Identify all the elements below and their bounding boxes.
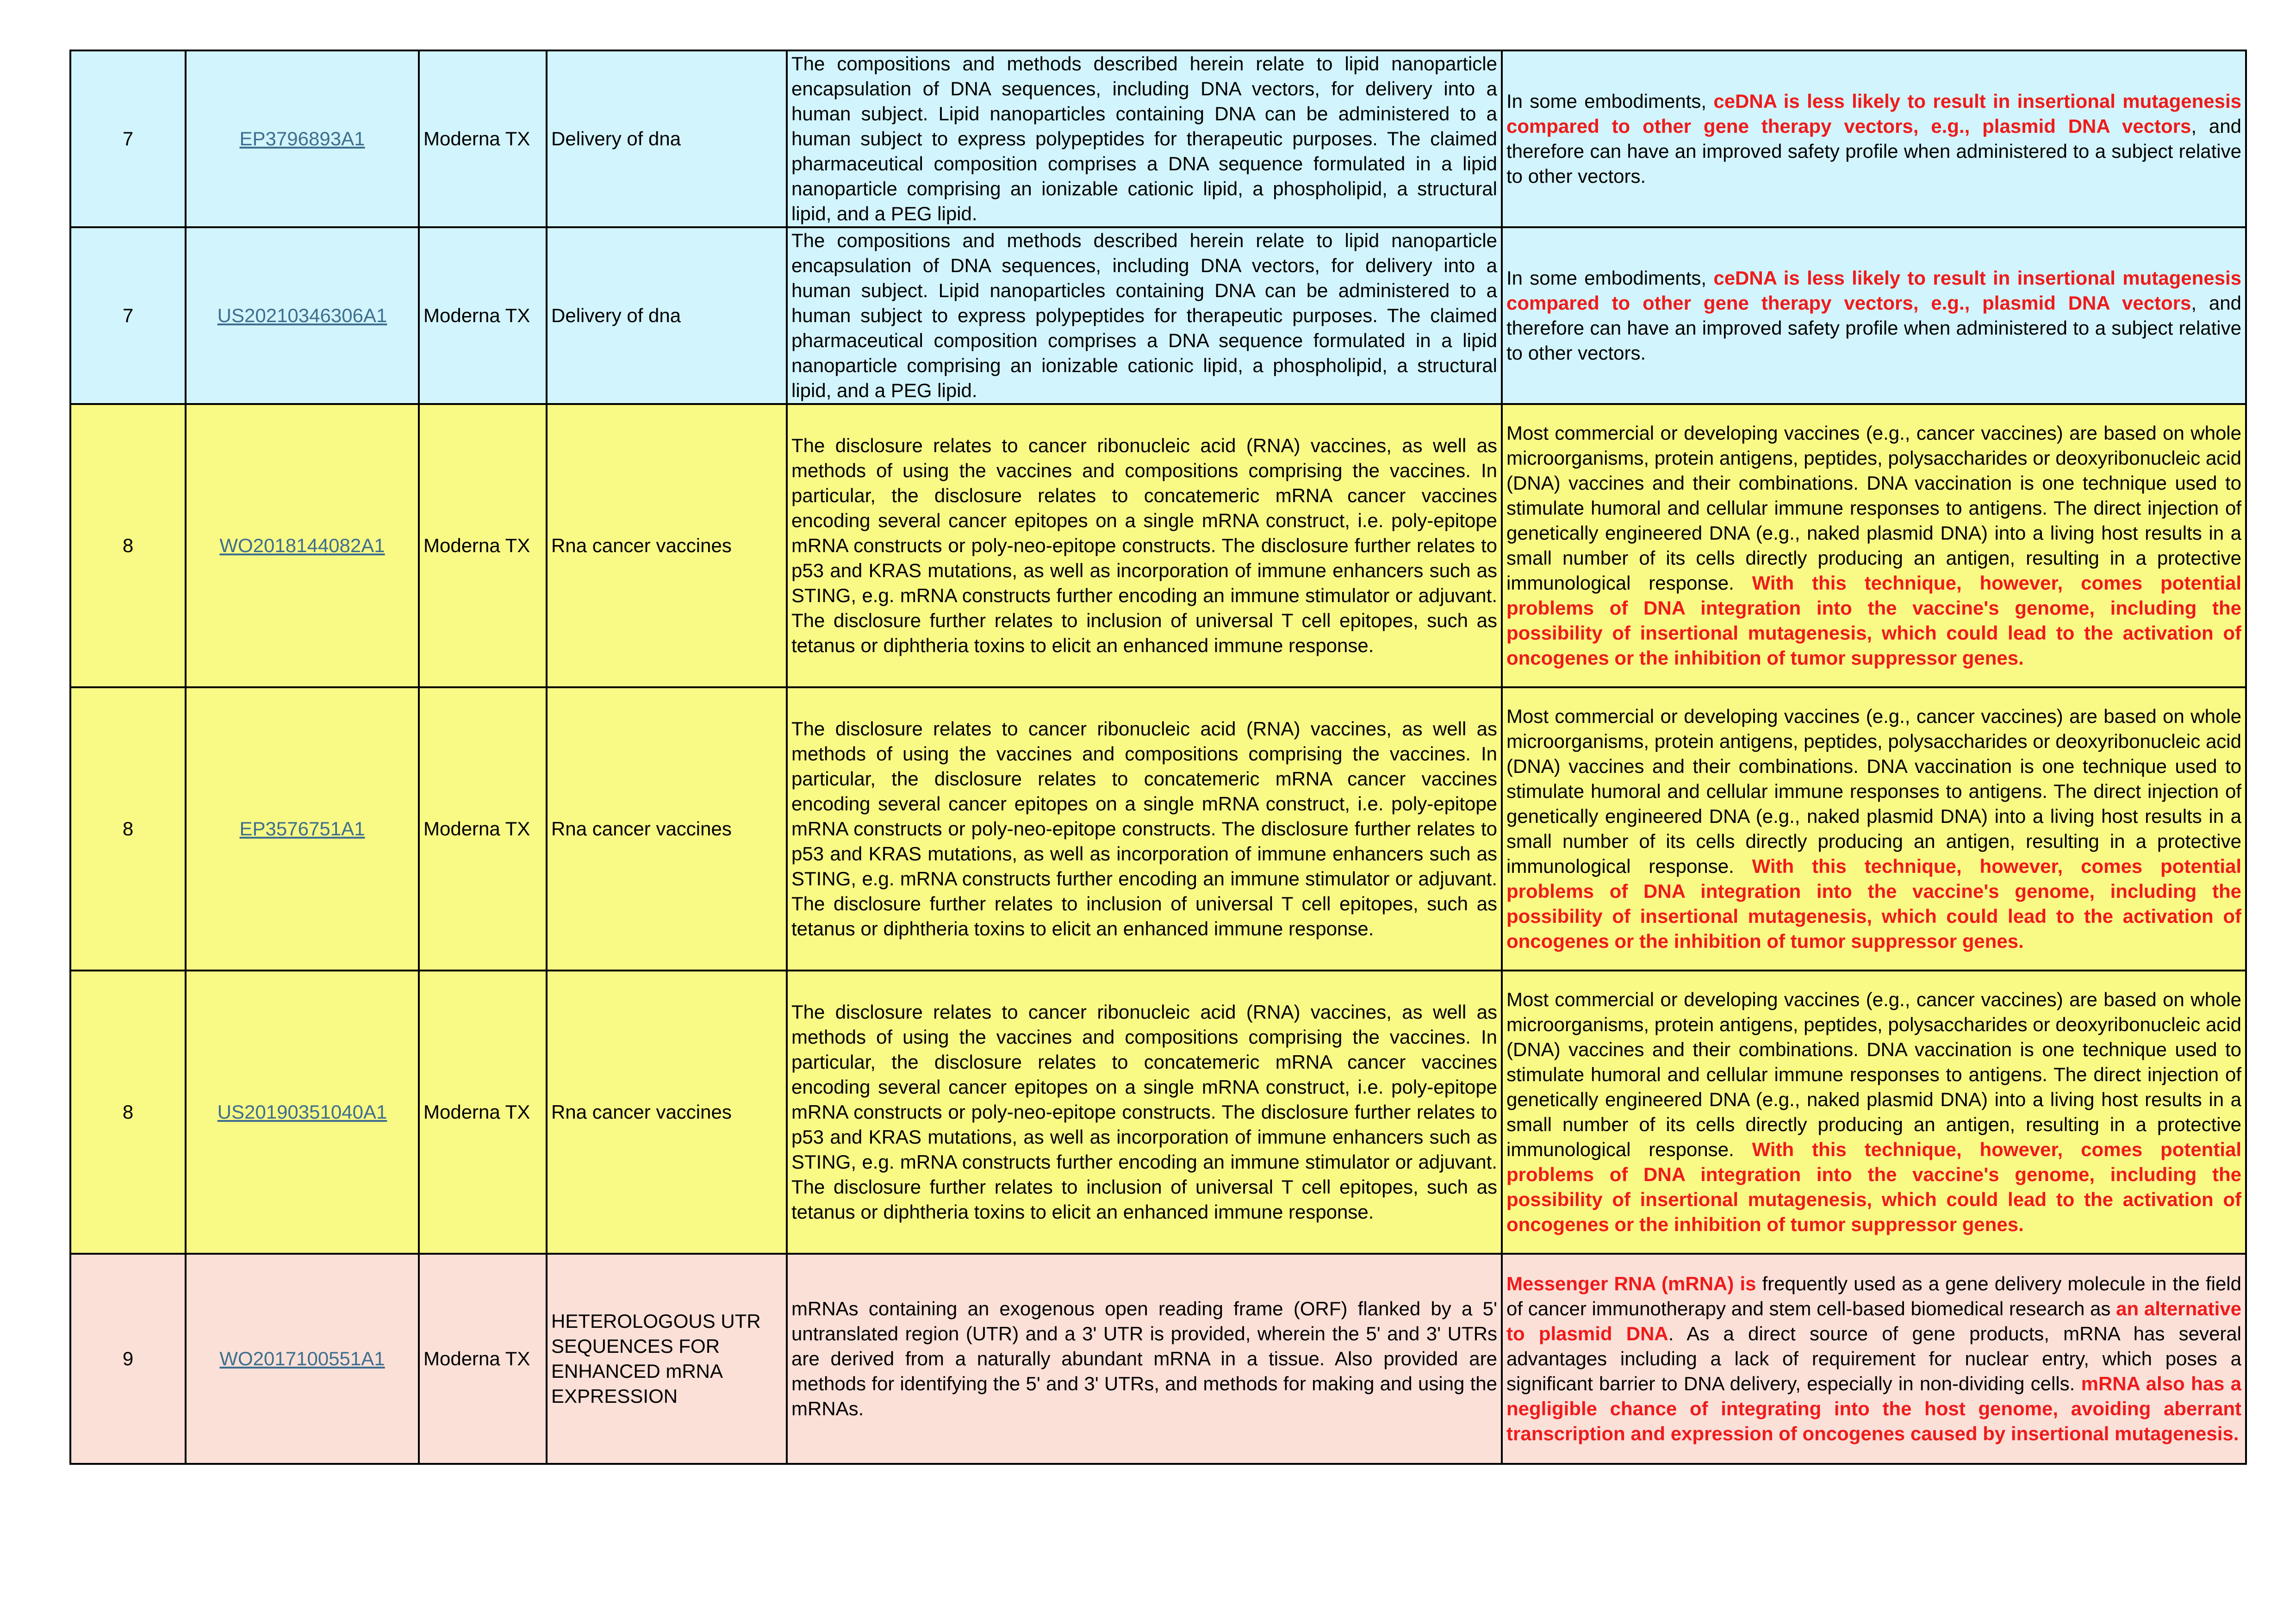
abstract-cell-text: mRNAs containing an exogenous open reading frame (ORF) flanked by a 5' untranslated region (UTR) and a 3' UTR is provided, wherein the 5' and 3' UTRs are derived from a naturally abundant mRNA in a tissue. Also provided are methods for identifying the 5' and 3' UTRs, and methods for making and using the mRNAs. (791, 1298, 1497, 1419)
highlighted-text: With this technique, however, comes potential problems of DNA integration into the vaccine's genome, including the possibility of insertional mutagenesis, which could lead to the activation of oncogenes or the inhibition of tumor suppressor genes. (1506, 572, 2242, 669)
abstract-cell-text: The disclosure relates to cancer ribonucleic acid (RNA) vaccines, as well as methods of using the vaccines and compositions comprising the vaccines. In particular, the disclosure relates to concatemeric mRNA cancer vaccines encoding several cancer epitopes on a single mRNA construct, i.e. poly-epitope mRNA constructs or poly-neo-epitope constructs. The disclosure further relates to p53 and KRAS mutations, as well as incorporation of immune enhancers such as STING, e.g. mRNA constructs further encoding an immune stimulator or adjuvant. The disclosure further relates to inclusion of universal T cell epitopes, such as tetanus or diphtheria toxins to elicit an enhanced immune response. (791, 1001, 1497, 1223)
row-number-cell (70, 404, 186, 687)
patent-link-cell (186, 1254, 419, 1464)
patent-link-cell-text[interactable]: EP3576751A1 (239, 818, 365, 840)
row-number-cell-text: 7 (122, 128, 134, 149)
highlighted-text: an alternative to plasmid DNA (1506, 1298, 2241, 1344)
patent-link-cell (186, 50, 419, 227)
context-cell (1502, 1254, 2246, 1464)
context-cell (1502, 687, 2246, 971)
patent-link-cell (186, 687, 419, 971)
highlighted-text: mRNA also has a negligible chance of integrating into the host genome, avoiding aberrant transcription and expression of oncogenes caused by insertional mutagenesis. (1506, 1373, 2241, 1444)
context-cell (1502, 971, 2246, 1254)
title-cell-text: HETEROLOGOUS UTR SEQUENCES FOR ENHANCED mRNA EXPRESSION (551, 1310, 761, 1407)
row-number-cell (70, 227, 186, 404)
abstract-cell-text: The compositions and methods described herein relate to lipid nanoparticle encapsulation of DNA sequences, including DNA vectors, for delivery into a human subject. Lipid nanoparticles containing DNA can be administered to a human subject to express polypeptides for therapeutic purposes. The claimed pharmaceutical composition comprises a DNA sequence formulated in a lipid nanoparticle comprising an ionizable cationic lipid, a phospholipid, a structural lipid, and a PEG lipid. (791, 53, 1497, 224)
company-cell (419, 971, 547, 1254)
title-cell-text: Delivery of dna (551, 305, 681, 326)
table-row (70, 971, 2246, 1254)
abstract-cell (787, 227, 1502, 404)
title-cell (547, 1254, 787, 1464)
row-number-cell (70, 687, 186, 971)
patent-table-body (70, 50, 2246, 1464)
highlighted-text: ceDNA is less likely to result in insertional mutagenesis compared to other gene therapy vectors, e.g., plasmid DNA vectors (1506, 90, 2241, 137)
highlighted-text: ceDNA is less likely to result in insertional mutagenesis compared to other gene therapy vectors, e.g., plasmid DNA vectors (1506, 267, 2241, 314)
company-cell (419, 404, 547, 687)
context-cell (1502, 404, 2246, 687)
title-cell-text: Delivery of dna (551, 128, 681, 149)
title-cell (547, 971, 787, 1254)
patent-table (69, 50, 2247, 1465)
table-row (70, 1254, 2246, 1464)
company-cell-text: Moderna TX (423, 818, 530, 840)
patent-link-cell-text[interactable]: US20210346306A1 (217, 305, 387, 326)
context-text: , and therefore can have an improved safety profile when administered to a subject relative to other vectors. (1506, 115, 2241, 187)
row-number-cell (70, 971, 186, 1254)
table-row (70, 227, 2246, 404)
company-cell-text: Moderna TX (423, 1348, 530, 1369)
context-text: In some embodiments, (1506, 90, 1714, 112)
company-cell-text: Moderna TX (423, 1101, 530, 1123)
context-text: Most commercial or developing vaccines (e.g., cancer vaccines) are based on whole microorganisms, protein antigens, peptides, polysaccharides or deoxyribonucleic acid (DNA) vaccines and their combinations. DNA vaccination is one technique used to stimulate humoral and cellular immune responses to antigens. The direct injection of genetically engineered DNA (e.g., naked plasmid DNA) into a living host results in a small number of its cells directly producing an antigen, resulting in a protective immunological response. (1506, 705, 2241, 877)
company-cell-text: Moderna TX (423, 128, 530, 149)
patent-link-cell-text[interactable]: WO2018144082A1 (219, 535, 385, 556)
abstract-cell-text: The disclosure relates to cancer ribonucleic acid (RNA) vaccines, as well as methods of using the vaccines and compositions comprising the vaccines. In particular, the disclosure relates to concatemeric mRNA cancer vaccines encoding several cancer epitopes on a single mRNA construct, i.e. poly-epitope mRNA constructs or poly-neo-epitope constructs. The disclosure further relates to p53 and KRAS mutations, as well as incorporation of immune enhancers such as STING, e.g. mRNA constructs further encoding an immune stimulator or adjuvant. The disclosure further relates to inclusion of universal T cell epitopes, such as tetanus or diphtheria toxins to elicit an enhanced immune response. (791, 718, 1497, 940)
table-row (70, 50, 2246, 227)
row-number-cell-text: 8 (122, 1101, 134, 1123)
title-cell (547, 50, 787, 227)
abstract-cell (787, 971, 1502, 1254)
abstract-cell (787, 50, 1502, 227)
row-number-cell (70, 50, 186, 227)
table-row (70, 687, 2246, 971)
context-text: frequently used as a gene delivery molecule in the field of cancer immunotherapy and stem cell-based biomedical research as (1506, 1273, 2241, 1319)
row-number-cell-text: 8 (122, 535, 134, 556)
patent-link-cell-text[interactable]: US20190351040A1 (217, 1101, 387, 1123)
context-text: . As a direct source of gene products, mRNA has several advantages including a lack of requirement for nuclear entry, which poses a significant barrier to DNA delivery, especially in non-dividing cells. (1506, 1323, 2241, 1394)
patent-link-cell (186, 971, 419, 1254)
context-text: Most commercial or developing vaccines (e.g., cancer vaccines) are based on whole microorganisms, protein antigens, peptides, polysaccharides or deoxyribonucleic acid (DNA) vaccines and their combinations. DNA vaccination is one technique used to stimulate humoral and cellular immune responses to antigens. The direct injection of genetically engineered DNA (e.g., naked plasmid DNA) into a living host results in a small number of its cells directly producing an antigen, resulting in a protective immunological response. (1506, 422, 2241, 594)
row-number-cell (70, 1254, 186, 1464)
table-row (70, 404, 2246, 687)
context-text: In some embodiments, (1506, 267, 1714, 289)
patent-link-cell-text[interactable]: EP3796893A1 (239, 128, 365, 149)
context-cell (1502, 227, 2246, 404)
abstract-cell-text: The disclosure relates to cancer ribonucleic acid (RNA) vaccines, as well as methods of using the vaccines and compositions comprising the vaccines. In particular, the disclosure relates to concatemeric mRNA cancer vaccines encoding several cancer epitopes on a single mRNA construct, i.e. poly-epitope mRNA constructs or poly-neo-epitope constructs. The disclosure further relates to p53 and KRAS mutations, as well as incorporation of immune enhancers such as STING, e.g. mRNA constructs further encoding an immune stimulator or adjuvant. The disclosure further relates to inclusion of universal T cell epitopes, such as tetanus or diphtheria toxins to elicit an enhanced immune response. (791, 435, 1497, 656)
abstract-cell (787, 404, 1502, 687)
highlighted-text: Messenger RNA (mRNA) is (1506, 1273, 1756, 1294)
context-cell (1502, 50, 2246, 227)
company-cell-text: Moderna TX (423, 305, 530, 326)
abstract-cell-text: The compositions and methods described herein relate to lipid nanoparticle encapsulation of DNA sequences, including DNA vectors, for delivery into a human subject. Lipid nanoparticles containing DNA can be administered to a human subject to express polypeptides for therapeutic purposes. The claimed pharmaceutical composition comprises a DNA sequence formulated in a lipid nanoparticle comprising an ionizable cationic lipid, a phospholipid, a structural lipid, and a PEG lipid. (791, 230, 1497, 401)
company-cell (419, 50, 547, 227)
patent-link-cell (186, 227, 419, 404)
title-cell (547, 687, 787, 971)
row-number-cell-text: 9 (122, 1348, 134, 1369)
patent-link-cell (186, 404, 419, 687)
title-cell-text: Rna cancer vaccines (551, 535, 732, 556)
title-cell (547, 227, 787, 404)
abstract-cell (787, 1254, 1502, 1464)
company-cell (419, 687, 547, 971)
highlighted-text: With this technique, however, comes potential problems of DNA integration into the vaccine's genome, including the possibility of insertional mutagenesis, which could lead to the activation of oncogenes or the inhibition of tumor suppressor genes. (1506, 1139, 2242, 1235)
title-cell (547, 404, 787, 687)
title-cell-text: Rna cancer vaccines (551, 818, 732, 840)
highlighted-text: With this technique, however, comes potential problems of DNA integration into the vaccine's genome, including the possibility of insertional mutagenesis, which could lead to the activation of oncogenes or the inhibition of tumor suppressor genes. (1506, 855, 2242, 952)
context-text: , and therefore can have an improved safety profile when administered to a subject relative to other vectors. (1506, 292, 2241, 364)
patent-link-cell-text[interactable]: WO2017100551A1 (219, 1348, 385, 1369)
company-cell (419, 1254, 547, 1464)
company-cell (419, 227, 547, 404)
title-cell-text: Rna cancer vaccines (551, 1101, 732, 1123)
abstract-cell (787, 687, 1502, 971)
company-cell-text: Moderna TX (423, 535, 530, 556)
row-number-cell-text: 7 (122, 305, 134, 326)
row-number-cell-text: 8 (122, 818, 134, 840)
context-text: Most commercial or developing vaccines (e.g., cancer vaccines) are based on whole microorganisms, protein antigens, peptides, polysaccharides or deoxyribonucleic acid (DNA) vaccines and their combinations. DNA vaccination is one technique used to stimulate humoral and cellular immune responses to antigens. The direct injection of genetically engineered DNA (e.g., naked plasmid DNA) into a living host results in a small number of its cells directly producing an antigen, resulting in a protective immunological response. (1506, 989, 2241, 1160)
